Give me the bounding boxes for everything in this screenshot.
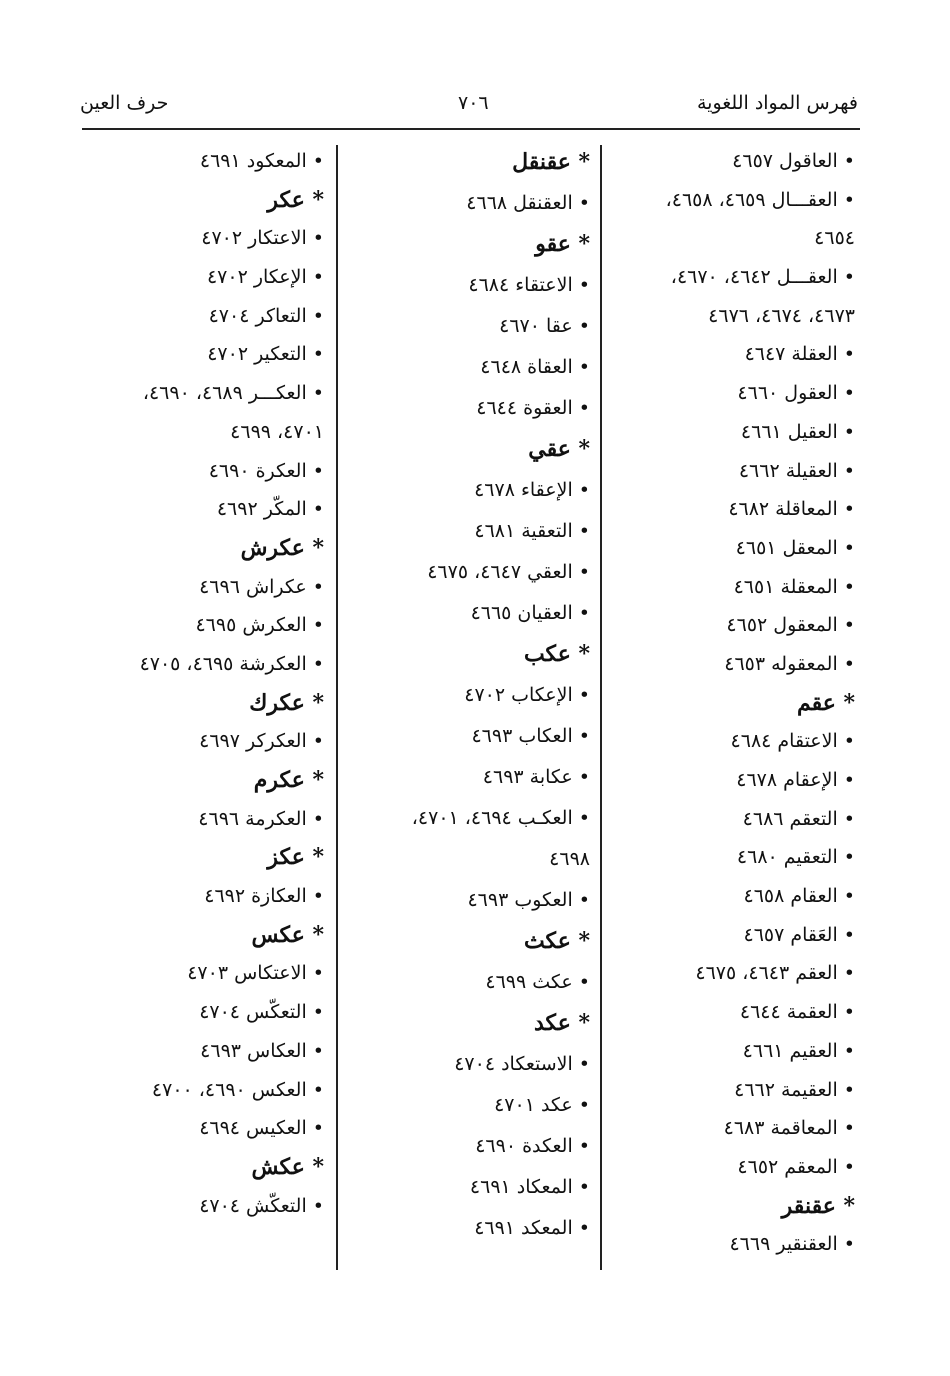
- index-entry: • المعقوله ٤٦٥٣: [724, 652, 855, 675]
- root-heading: * عقو: [535, 231, 590, 257]
- index-entry: • العكرشة ٤٦٩٥، ٤٧٠٥: [139, 652, 324, 675]
- root-heading: * عكب: [523, 641, 590, 667]
- root-heading: * عكد: [534, 1010, 590, 1036]
- page-number: ٧٠٦: [458, 92, 489, 114]
- index-entry: • العكرمة ٤٦٩٦: [198, 807, 324, 830]
- index-entry: • العكاس ٤٦٩٣: [200, 1039, 324, 1062]
- index-entry: • العقمة ٤٦٤٤: [739, 1001, 855, 1024]
- index-entry: • المعاقمة ٤٦٨٣: [723, 1117, 855, 1140]
- index-entry: • التعكّش ٤٧٠٤: [199, 1194, 324, 1217]
- index-entry: • التعقيم ٤٦٨٠: [736, 846, 855, 869]
- root-heading: * عكس: [251, 921, 324, 948]
- index-entry: • العكس ٤٦٩٠، ٤٧٠٠: [151, 1078, 324, 1101]
- entry-continuation: ٤٦٥٤: [814, 227, 855, 250]
- index-entry: • العقام ٤٦٥٨: [743, 885, 855, 908]
- index-entry: • العكرش ٤٦٩٥: [195, 614, 324, 637]
- index-entry: • عكث ٤٦٩٩: [485, 971, 590, 993]
- entry-continuation: ٤٦٧٣، ٤٦٧٤، ٤٦٧٦: [708, 304, 855, 327]
- index-entry: • التعقية ٤٦٨١: [474, 520, 590, 542]
- entry-continuation: ٤٧٠١، ٤٦٩٩: [230, 420, 324, 443]
- index-entry: • الاعتقاء ٤٦٨٤: [468, 274, 590, 296]
- index-entry: • عكراش ٤٦٩٦: [199, 575, 324, 598]
- index-entry: • العقنقل ٤٦٦٨: [466, 192, 590, 214]
- index-column-1: [615, 142, 855, 1264]
- index-entry: • المعكد ٤٦٩١: [474, 1217, 590, 1239]
- index-entry: • العقيمة ٤٦٦٢: [734, 1078, 855, 1101]
- index-entry: • العقاة ٤٦٤٨: [480, 356, 590, 378]
- index-entry: • العقيلة ٤٦٦٢: [738, 459, 855, 482]
- index-entry: • العقـــل ٤٦٤٢، ٤٦٧٠،: [670, 266, 855, 289]
- index-entry: • المكّر ٤٦٩٢: [216, 498, 324, 521]
- index-entry: • عكابة ٤٦٩٣: [482, 766, 590, 788]
- index-entry: • العكيس ٤٦٩٤: [199, 1117, 324, 1140]
- root-heading: * عكث: [523, 928, 590, 954]
- index-entry: • الاستعكاد ٤٧٠٤: [454, 1053, 590, 1075]
- index-entry: • التعكير ٤٧٠٢: [207, 343, 324, 366]
- index-entry: • العقـــال ٤٦٥٩، ٤٦٥٨،: [665, 188, 855, 211]
- index-entry: • العقلة ٤٦٤٧: [744, 343, 855, 366]
- index-entry: • التعقم ٤٦٨٦: [742, 807, 855, 830]
- index-entry: • المعقلة ٤٦٥١: [733, 575, 855, 598]
- index-column-3: [74, 142, 324, 1225]
- index-entry: • العقول ٤٦٦٠: [737, 382, 855, 405]
- root-heading: * عكش: [251, 1153, 324, 1180]
- index-entry: • العقيم ٤٦٦١: [742, 1039, 855, 1062]
- index-entry: • عقا ٤٦٧٠: [499, 315, 590, 337]
- index-entry: • العقيل ٤٦٦١: [740, 420, 855, 443]
- root-heading: * عكرك: [249, 689, 324, 716]
- index-entry: • العقم ٤٦٤٣، ٤٦٧٥: [695, 962, 855, 985]
- page-header: [0, 92, 950, 124]
- index-entry: • العكرة ٤٦٩٠: [208, 459, 324, 482]
- root-heading: * عقي: [528, 436, 590, 462]
- index-entry: • الاعتكاس ٤٧٠٣: [187, 962, 324, 985]
- index-entry: • العكـــر ٤٦٨٩، ٤٦٩٠،: [142, 382, 324, 405]
- index-entry: • المعقل ٤٦٥١: [735, 536, 855, 559]
- index-entry: • المعكاد ٤٦٩١: [469, 1176, 590, 1198]
- index-entry: • العكركر ٤٦٩٧: [199, 730, 324, 753]
- index-column-2: [340, 142, 590, 1249]
- index-entry: • العَقام ٤٦٥٧: [743, 923, 855, 946]
- index-entry: • المعقم ٤٦٥٢: [737, 1155, 855, 1178]
- index-entry: • الاعتقام ٤٦٨٤: [730, 730, 855, 753]
- index-entry: • العكازة ٤٦٩٢: [204, 885, 324, 908]
- index-entry: • العقي ٤٦٤٧، ٤٦٧٥: [427, 561, 590, 583]
- index-entry: • المعكود ٤٦٩١: [199, 150, 324, 172]
- running-title: فهرس المواد اللغوية: [696, 92, 858, 114]
- index-entry: • العقوة ٤٦٤٤: [476, 397, 590, 419]
- index-entry: • العكاب ٤٦٩٣: [471, 725, 590, 747]
- entry-continuation: ٤٦٩٨: [549, 848, 590, 870]
- root-heading: * عقنقر: [781, 1192, 855, 1219]
- index-entry: • العكدة ٤٦٩٠: [475, 1135, 590, 1157]
- index-entry: • التعكّس ٤٧٠٤: [199, 1001, 324, 1024]
- root-heading: * عكز: [267, 844, 324, 871]
- index-entry: • التعاكر ٤٧٠٤: [208, 304, 324, 327]
- index-entry: • الإعقاء ٤٦٧٨: [474, 479, 590, 501]
- index-entry: • الإعقام ٤٦٧٨: [736, 769, 855, 791]
- index-entry: • المعاقلة ٤٦٨٢: [728, 498, 855, 521]
- index-entry: • الإعكاب ٤٧٠٢: [464, 684, 590, 706]
- column-divider: [600, 145, 602, 1270]
- header-rule: [82, 128, 860, 130]
- index-entry: • العكوب ٤٦٩٣: [467, 889, 590, 911]
- root-heading: * عكرش: [240, 534, 324, 561]
- root-heading: * عقم: [796, 689, 855, 716]
- index-entry: • عكد ٤٧٠١: [494, 1094, 590, 1116]
- index-entry: • المعقول ٤٦٥٢: [726, 614, 855, 637]
- index-entry: • الاعتكار ٤٧٠٢: [201, 227, 324, 250]
- index-entry: • العاقول ٤٦٥٧: [732, 150, 855, 172]
- index-entry: • العقنقير ٤٦٦٩: [729, 1233, 855, 1256]
- root-heading: * عقنقل: [512, 149, 590, 175]
- root-heading: * عكر: [267, 186, 324, 213]
- index-entry: • العقيان ٤٦٦٥: [470, 602, 590, 624]
- index-entry: • العكـب ٤٦٩٤، ٤٧٠١،: [411, 807, 590, 829]
- root-heading: * عكرم: [253, 767, 324, 793]
- index-entry: • الإعكار ٤٧٠٢: [206, 266, 324, 289]
- column-divider: [336, 145, 338, 1270]
- section-title: حرف العين: [80, 92, 169, 114]
